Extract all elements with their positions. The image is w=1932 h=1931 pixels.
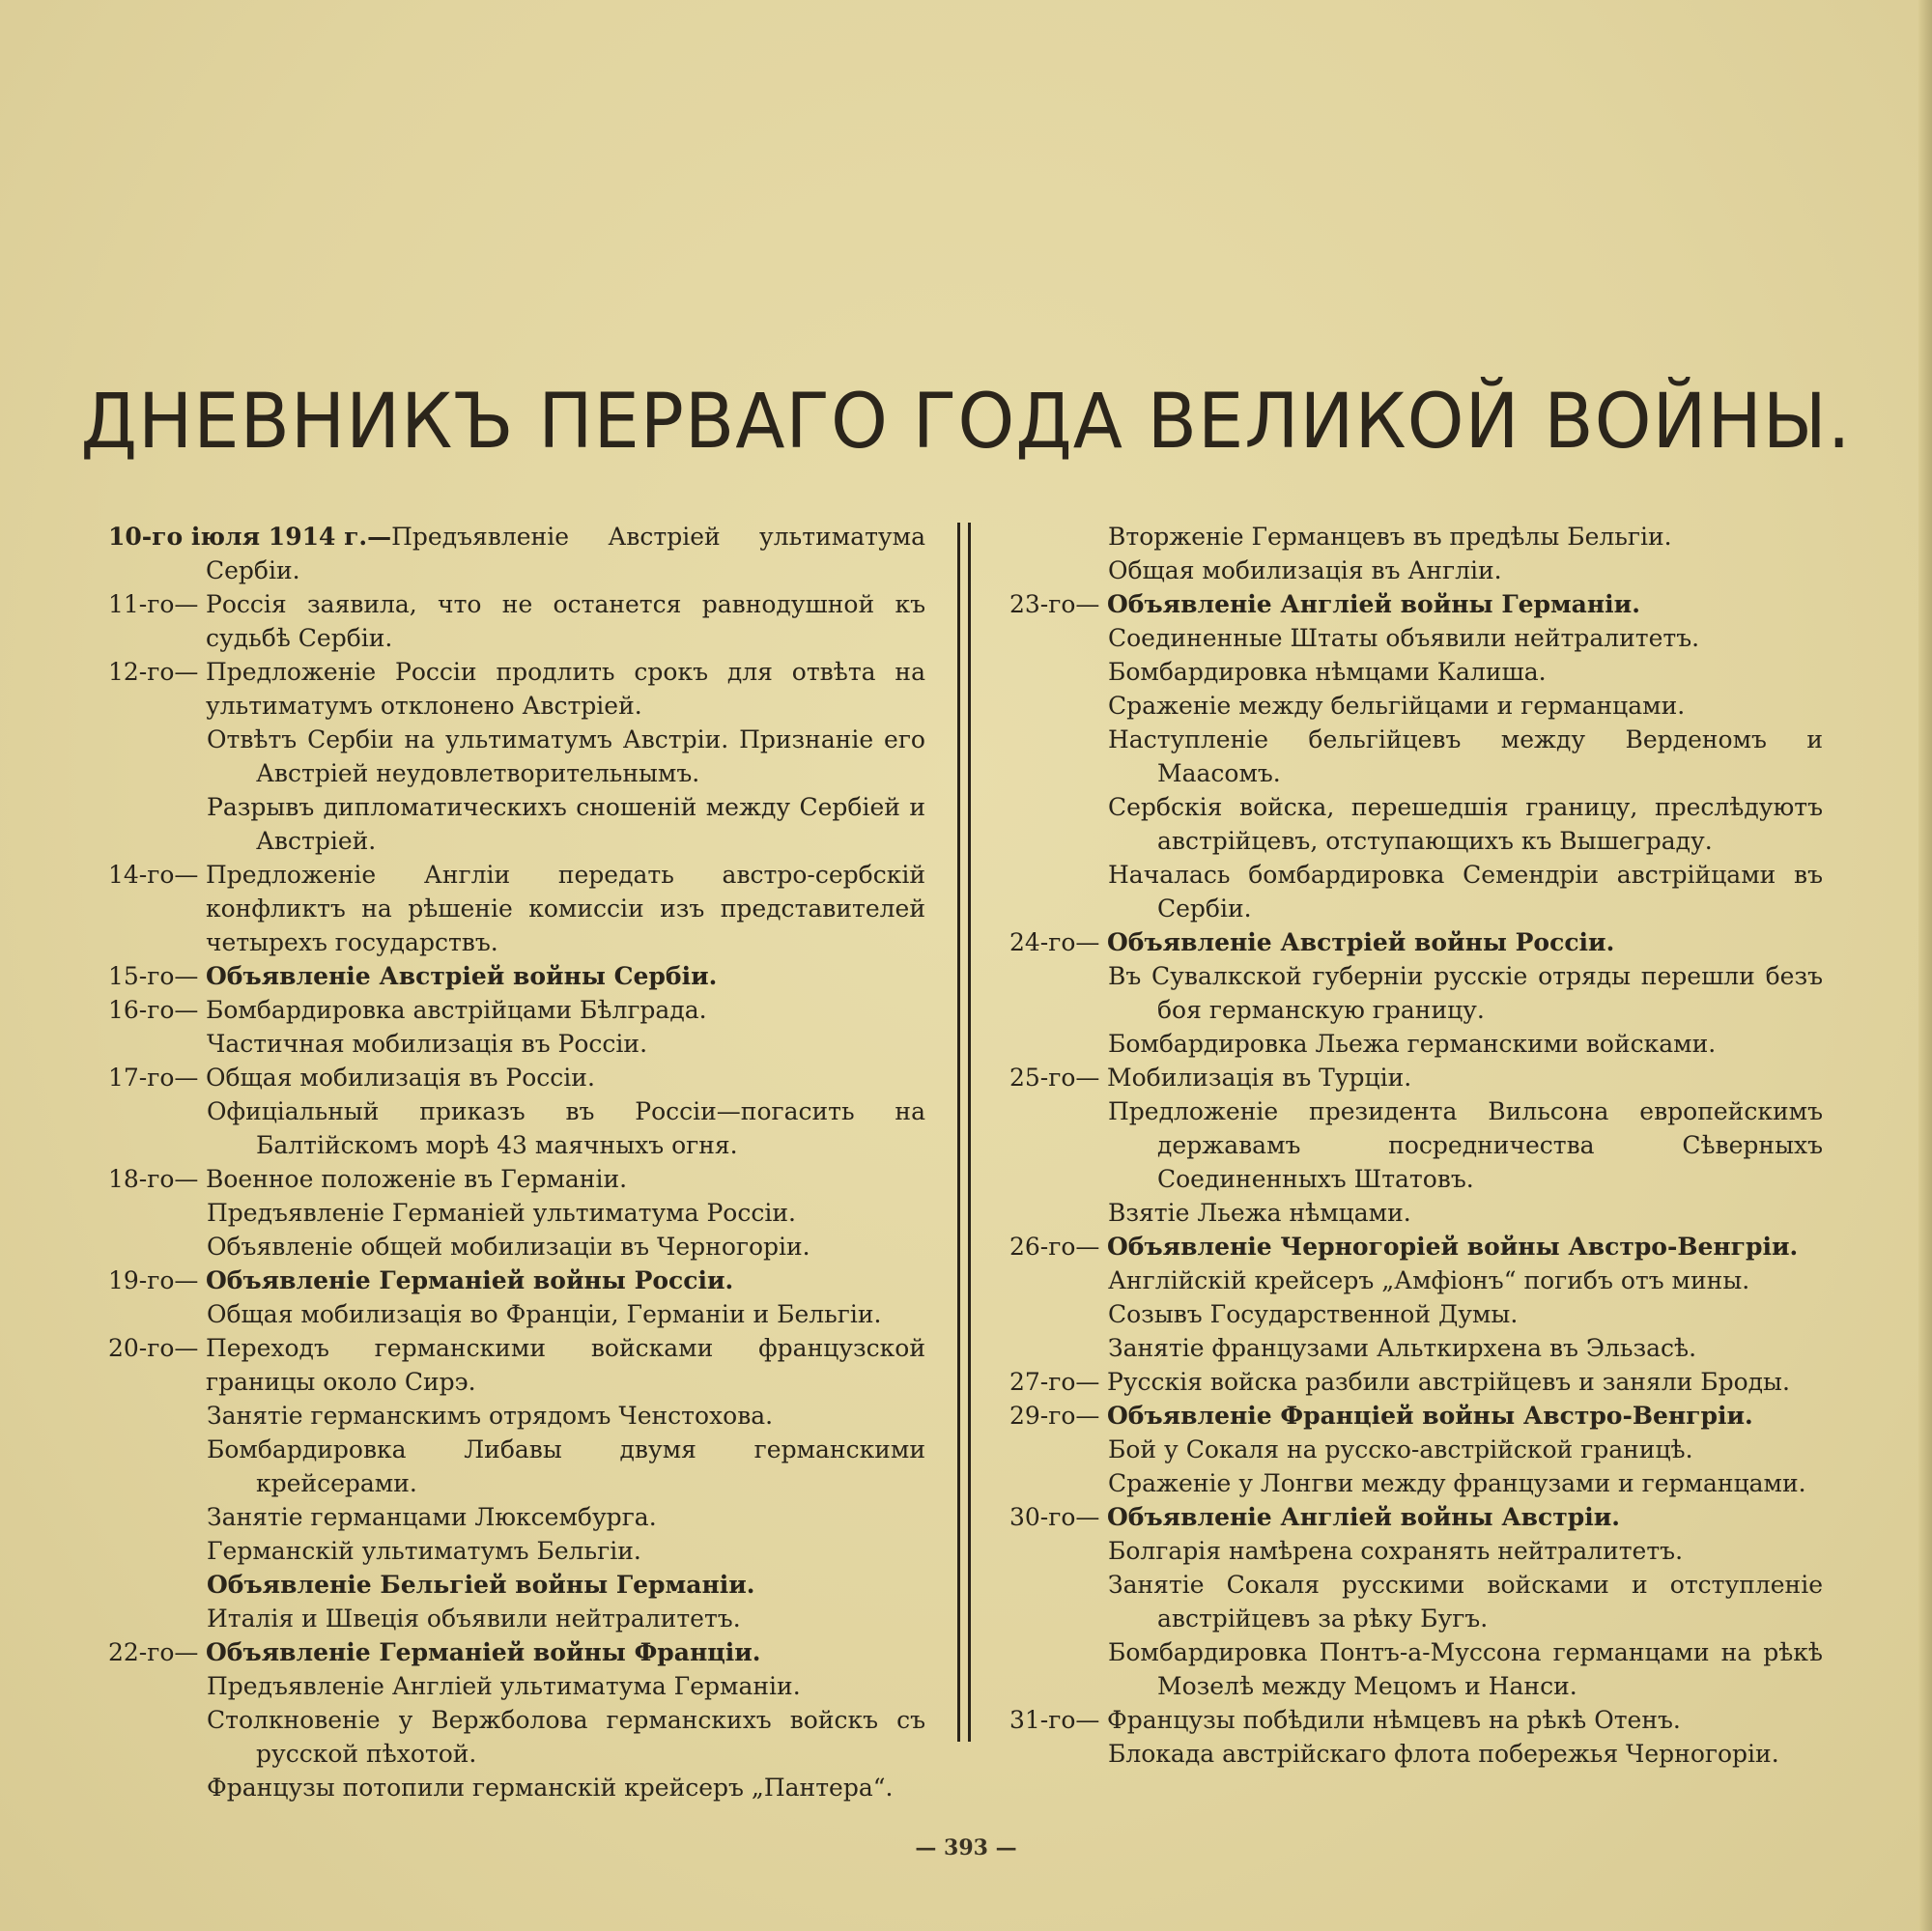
entry-text: Объявленіе общей мобилизаціи въ Черногоріи. [207,1233,810,1261]
entry-text: Объявленіе Черногоріей войны Австро-Венгріи. [1107,1233,1799,1261]
diary-entry [1009,587,1823,621]
entry-text: Мобилизація въ Турціи. [1107,1064,1412,1092]
entry-text: Военное положеніе въ Германіи. [206,1165,628,1193]
entry-text: Офиціальный приказъ въ Россіи—погасить на Балтійскомъ морѣ 43 маячныхъ огня. [207,1097,925,1159]
entry-text: Бомбардировка Льежа германскими войсками. [1108,1030,1717,1058]
entry-text: Сербскія войска, перешедшія границу, преслѣдуютъ австрійцевъ, отступающихъ къ Вышеграду. [1108,793,1823,855]
entry-date: 29-го— [1009,1402,1100,1430]
entry-date: 14-го— [108,861,199,889]
diary-entry [1009,1500,1823,1534]
diary-entry [108,959,925,993]
entry-text: Соединенные Штаты объявили нейтралитетъ. [1108,624,1700,652]
diary-entry [1009,689,1823,723]
entry-text: Предложеніе Англіи передать австро-сербскій конфликтъ на рѣшеніе комиссіи изъ представителей четырехъ государствъ. [206,861,925,956]
diary-entry [108,1162,925,1196]
diary-entry [1009,723,1823,790]
entry-text: Англійскій крейсеръ „Амфіонъ“ погибъ отъ мины. [1108,1266,1750,1294]
entry-text: Сраженіе у Лонгви между французами и германцами. [1108,1469,1806,1497]
diary-entry [108,1669,925,1703]
diary-entry [1009,520,1823,554]
entry-text: Объявленіе Англіей войны Германіи. [1107,590,1640,618]
entry-text: Взятіе Льежа нѣмцами. [1108,1199,1411,1227]
diary-entry [108,1027,925,1061]
diary-entry [1009,1331,1823,1365]
entry-text: Объявленіе Франціей войны Австро-Венгріи. [1107,1402,1753,1430]
entry-date: 20-го— [108,1334,199,1362]
entry-text: Предложеніе Россіи продлить срокъ для отвѣта на ультиматумъ отклонено Австріей. [206,658,925,720]
entry-text: Предъявленіе Австріей ультиматума Сербіи. [206,523,925,584]
diary-entry [1009,1196,1823,1230]
diary-entry [108,1534,925,1568]
entry-text: Общая мобилизація въ Англіи. [1108,556,1502,584]
entry-date: 16-го— [108,996,199,1024]
entry-text: Русскія войска разбили австрійцевъ и заняли Броды. [1107,1368,1790,1396]
diary-entry [1009,1568,1823,1635]
page-edge [1918,0,1932,1931]
diary-entry [1009,655,1823,689]
entry-date: 25-го— [1009,1064,1100,1092]
entry-date: 31-го— [1009,1706,1100,1734]
diary-entry [108,858,925,959]
left-column [108,520,925,1804]
entry-date: 15-го— [108,962,199,990]
diary-entry [1009,1264,1823,1297]
diary-entry [1009,1433,1823,1466]
diary-entry [108,1331,925,1399]
entry-text: Бомбардировка Понтъ-а-Муссона германцами на рѣкѣ Мозелѣ между Мецомъ и Нанси. [1108,1638,1823,1700]
diary-entry [1009,1635,1823,1703]
diary-entry [108,1196,925,1230]
entry-date: 10-го іюля 1914 г.— [108,523,392,551]
diary-entry [108,587,925,655]
entry-text: Столкновеніе у Вержболова германскихъ войскъ съ русской пѣхотой. [207,1706,925,1768]
entry-text: Бомбардировка австрійцами Бѣлграда. [206,996,707,1024]
diary-entry [1009,1094,1823,1196]
entry-date: 24-го— [1009,928,1100,956]
diary-entry [108,1230,925,1264]
entry-text: Объявленіе Германіей войны Россіи. [206,1266,734,1294]
entry-text: Объявленіе Австріей войны Сербіи. [206,962,718,990]
entry-text: Занятіе Сокаля русскими войсками и отступленіе австрійцевъ за рѣку Бугъ. [1108,1571,1823,1633]
entry-date: 18-го— [108,1165,199,1193]
entry-text: Занятіе германцами Люксембурга. [207,1503,657,1531]
entry-text: Бомбардировка Либавы двумя германскими крейсерами. [207,1435,925,1497]
diary-entry [108,1264,925,1297]
diary-entry [108,655,925,723]
diary-entry [1009,1737,1823,1771]
page-number: — 393 — [915,1835,1017,1860]
diary-entry [1009,1061,1823,1094]
entry-text: Предъявленіе Германіей ультиматума Россіи. [207,1199,796,1227]
diary-entry [1009,1399,1823,1433]
diary-entry [108,1602,925,1635]
diary-entry [1009,1230,1823,1264]
entry-date: 30-го— [1009,1503,1100,1531]
diary-entry [1009,1027,1823,1061]
diary-entry [108,993,925,1027]
entry-text: Болгарія намѣрена сохранять нейтралитетъ. [1108,1537,1684,1565]
right-column [1009,520,1823,1771]
diary-entry [1009,790,1823,858]
diary-entry [1009,959,1823,1027]
diary-entry [108,1771,925,1804]
diary-entry [108,1061,925,1094]
entry-text: Блокада австрійскаго флота побережья Черногоріи. [1108,1740,1779,1768]
diary-entry [108,1635,925,1669]
diary-entry [1009,925,1823,959]
entry-text: Предъявленіе Англіей ультиматума Германіи. [207,1672,801,1700]
entry-text: Переходъ германскими войсками французской границы около Сирэ. [206,1334,925,1396]
entry-text: Объявленіе Германіей войны Франціи. [206,1638,761,1666]
entry-date: 17-го— [108,1064,199,1092]
diary-entry [108,1094,925,1162]
entry-text: Россія заявила, что не останется равнодушной къ судьбѣ Сербіи. [206,590,925,652]
diary-entry [108,1297,925,1331]
entry-text: Сраженіе между бельгійцами и германцами. [1108,692,1686,720]
entry-text: Предложеніе президента Вильсона европейскимъ державамъ посредничества Сѣверныхъ Соединенныхъ Штатовъ. [1108,1097,1823,1193]
entry-date: 27-го— [1009,1368,1100,1396]
diary-entry [108,1703,925,1771]
diary-entry [1009,1534,1823,1568]
diary-entry [108,520,925,587]
entry-text: Началась бомбардировка Семендріи австрійцами въ Сербіи. [1108,861,1823,923]
diary-entry [1009,1365,1823,1399]
diary-entry [1009,858,1823,925]
entry-text: Отвѣтъ Сербіи на ультиматумъ Австріи. Признаніе его Австріей неудовлетворительнымъ. [207,725,925,787]
diary-entry [108,1500,925,1534]
entry-text: Италія и Швеція объявили нейтралитетъ. [207,1604,741,1633]
entry-text: Занятіе французами Альткирхена въ Эльзасѣ. [1108,1334,1697,1362]
entry-date: 19-го— [108,1266,199,1294]
diary-entry [1009,621,1823,655]
page-title: ДНЕВНИКЪ ПЕРВАГО ГОДА ВЕЛИКОЙ ВОЙНЫ. [80,379,1852,467]
entry-text: Частичная мобилизація въ Россіи. [207,1030,648,1058]
entry-text: Общая мобилизація во Франціи, Германіи и Бельгіи. [207,1300,882,1328]
entry-date: 12-го— [108,658,199,686]
entry-date: 26-го— [1009,1233,1100,1261]
entry-date: 11-го— [108,590,199,618]
entry-text: Объявленіе Бельгіей войны Германіи. [207,1571,755,1599]
entry-text: Объявленіе Австріей войны Россіи. [1107,928,1615,956]
entry-text: Объявленіе Англіей войны Австріи. [1107,1503,1620,1531]
diary-entry [108,1399,925,1433]
entry-text: Вторженіе Германцевъ въ предѣлы Бельгіи. [1108,523,1672,551]
entry-text: Созывъ Государственной Думы. [1108,1300,1519,1328]
entry-text: Французы побѣдили нѣмцевъ на рѣкѣ Отенъ. [1107,1706,1681,1734]
diary-entry [1009,554,1823,587]
entry-date: 23-го— [1009,590,1100,618]
entry-text: Бой у Сокаля на русско-австрійской границѣ. [1108,1435,1693,1463]
entry-text: Въ Сувалкской губерніи русскіе отряды перешли безъ боя германскую границу. [1108,962,1823,1024]
entry-text: Германскій ультиматумъ Бельгіи. [207,1537,641,1565]
diary-entry [108,1433,925,1500]
entry-text: Общая мобилизація въ Россіи. [206,1064,595,1092]
diary-entry [108,1568,925,1602]
diary-entry [1009,1297,1823,1331]
diary-entry [108,723,925,790]
entry-date: 22-го— [108,1638,199,1666]
column-divider [957,523,971,1742]
entry-text: Бомбардировка нѣмцами Калиша. [1108,658,1547,686]
entry-text: Разрывъ дипломатическихъ сношеній между Сербіей и Австріей. [207,793,925,855]
diary-entry [108,790,925,858]
entry-text: Наступленіе бельгійцевъ между Верденомъ и Маасомъ. [1108,725,1823,787]
entry-text: Занятіе германскимъ отрядомъ Ченстохова. [207,1402,774,1430]
diary-entry [1009,1466,1823,1500]
diary-entry [1009,1703,1823,1737]
entry-text: Французы потопили германскій крейсеръ „Пантера“. [207,1774,894,1802]
